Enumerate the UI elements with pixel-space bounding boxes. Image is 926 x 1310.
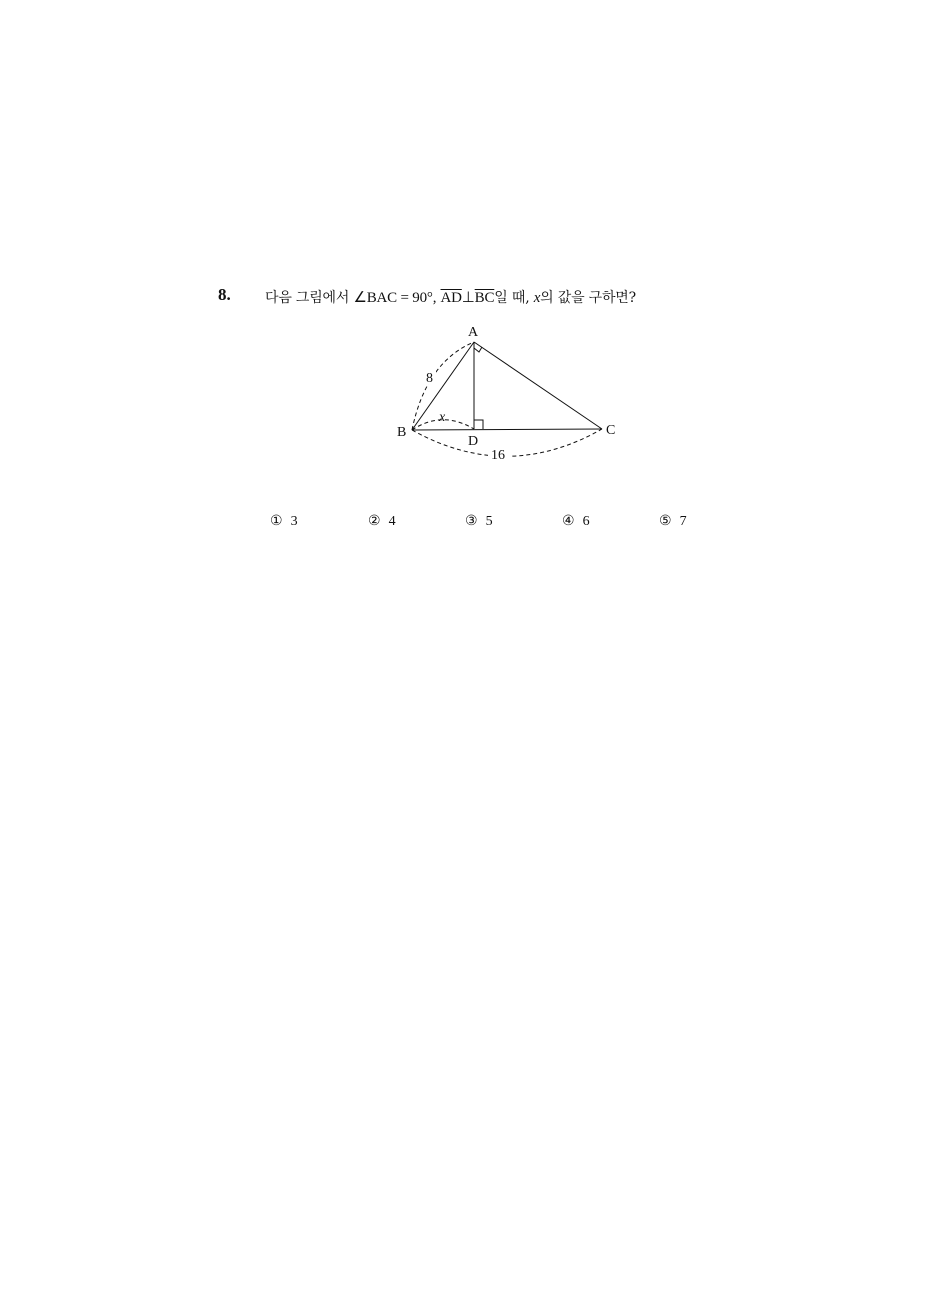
choice-1[interactable]	[270, 513, 298, 530]
choice-3-value: 5	[485, 514, 493, 529]
choice-3-mark: ③	[465, 513, 478, 529]
side-bc	[412, 429, 602, 430]
choice-4-mark: ④	[562, 513, 575, 529]
choice-1-value: 3	[290, 514, 298, 529]
question-text-mid: 일 때,	[494, 290, 534, 306]
choice-2[interactable]	[368, 513, 396, 530]
choice-2-mark: ②	[368, 513, 381, 529]
choice-5[interactable]	[659, 513, 687, 530]
right-angle-mark-a	[474, 347, 482, 352]
vertex-label-c: C	[606, 423, 616, 438]
perpendicular-symbol: ⊥	[461, 290, 475, 306]
answer-choices	[0, 513, 926, 537]
choice-3[interactable]	[465, 513, 493, 530]
length-label-ab: 8	[426, 371, 433, 386]
segment-ad: $\overline{AD}$	[440, 290, 462, 306]
question-text-prefix: 다음 그림에서	[265, 290, 354, 306]
choice-1-mark: ①	[270, 513, 283, 529]
choice-5-mark: ⑤	[659, 513, 672, 529]
variable-x: x	[533, 290, 541, 306]
side-ac	[474, 342, 602, 429]
choice-5-value: 7	[679, 514, 687, 529]
vertex-label-d: D	[468, 434, 479, 449]
vertex-label-a: A	[468, 325, 479, 340]
vertex-label-b: B	[397, 425, 407, 440]
length-label-bc: 16	[491, 448, 505, 463]
angle-expression: ∠BAC = 90°,	[353, 290, 437, 306]
triangle-figure	[390, 318, 630, 468]
choice-4-value: 6	[582, 514, 590, 529]
question-text-suffix: 의 값을 구하면?	[540, 290, 636, 306]
length-label-bd: x	[439, 410, 446, 425]
choice-4[interactable]	[562, 513, 590, 530]
question-text	[265, 287, 636, 307]
right-angle-mark-d	[474, 420, 483, 429]
choice-2-value: 4	[388, 514, 396, 529]
question-number: 8.	[218, 285, 231, 304]
segment-bc: $\overline{BC}$	[474, 290, 495, 306]
